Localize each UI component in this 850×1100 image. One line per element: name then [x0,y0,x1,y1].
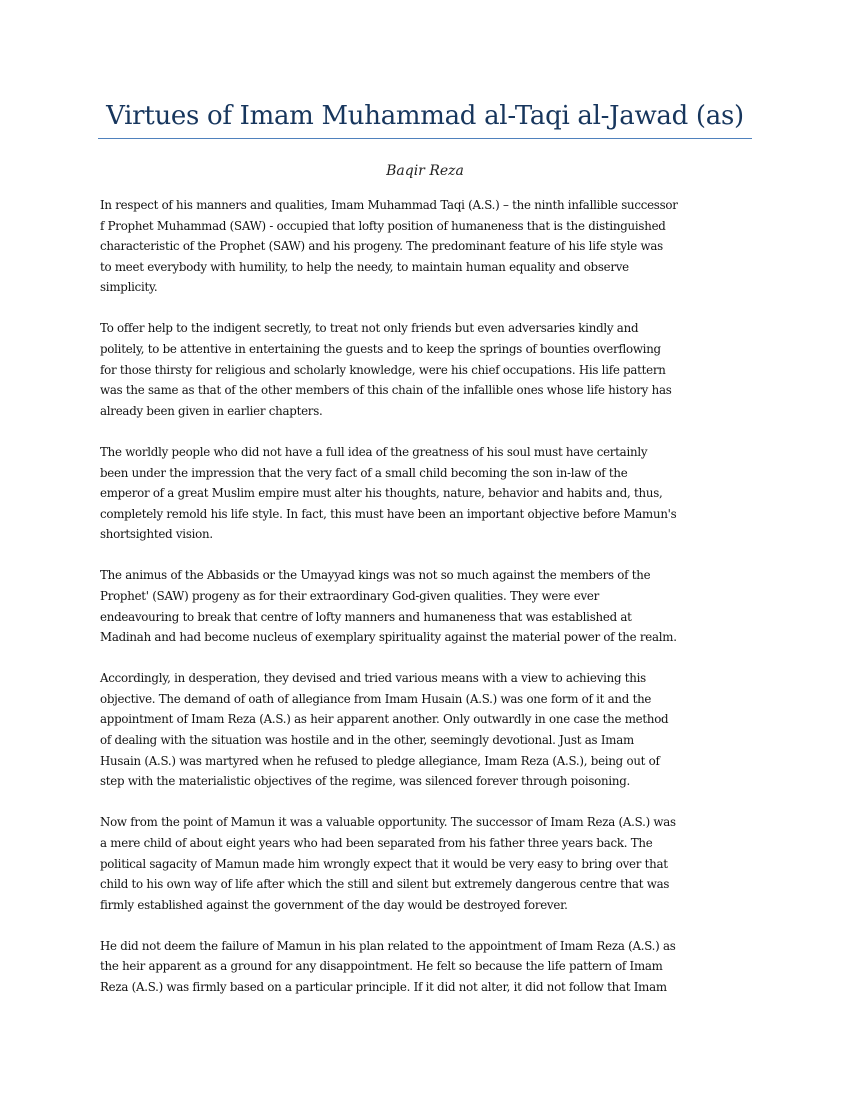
article-body [100,195,752,1018]
paragraph-line: firmly established against the government of the day would be destroyed forever. [100,897,568,912]
paragraph-line: shortsighted vision. [100,527,213,542]
author-byline: Baqir Reza [386,163,464,179]
paragraph-line: f Prophet Muhammad (SAW) - occupied that lofty position of humaneness that is the distinguished [100,218,666,233]
paragraph-line: political sagacity of Mamun made him wrongly expect that it would be very easy to bring over that [100,856,668,871]
paragraph-line: completely remold his life style. In fact, this must have been an important objective before Mamun's [100,506,677,521]
paragraph-line: step with the materialistic objectives of the regime, was silenced forever through poisoning. [100,774,631,789]
paragraph [100,195,752,298]
paragraph [100,812,752,915]
paragraph-line: To offer help to the indigent secretly, to treat not only friends but even adversaries kindly and [100,321,639,336]
paragraph-line: Accordingly, in desperation, they devised and tried various means with a view to achieving this [100,671,646,686]
paragraph-line: already been given in earlier chapters. [100,403,323,418]
paragraph-line: been under the impression that the very fact of a small child becoming the son in-law of the [100,465,628,480]
paragraph-line: simplicity. [100,280,158,295]
paragraph-line: Prophet' (SAW) progeny as for their extraordinary God-given qualities. They were ever [100,589,600,603]
paragraph-line: a mere child of about eight years who had been separated from his father three years back. The [100,835,653,850]
paragraph [100,318,752,421]
paragraph-line: child to his own way of life after which the still and silent but extremely dangerous centre that was [100,877,670,892]
paragraph-line: politely, to be attentive in entertaining the guests and to keep the springs of bounties overflowing [100,342,661,357]
paragraph-line: In respect of his manners and qualities, Imam Muhammad Taqi (A.S.) – the ninth infallible successor [100,198,678,212]
paragraph-line: emperor of a great Muslim empire must alter his thoughts, nature, behavior and habits and, thus, [100,486,663,501]
paragraph-line: Now from the point of Mamun it was a valuable opportunity. The successor of Imam Reza (A.S.) was [100,815,676,830]
paragraph-line: Madinah and had become nucleus of exemplary spirituality against the material power of the realm. [100,630,677,645]
paragraph [100,565,752,647]
paragraph [100,668,752,792]
paragraph-line: Husain (A.S.) was martyred when he refused to pledge allegiance, Imam Reza (A.S.), being out of [100,753,660,768]
paragraph [100,442,752,545]
paragraph-line: The animus of the Abbasids or the Umayyad kings was not so much against the members of the [100,568,651,583]
paragraph-line: He did not deem the failure of Mamun in his plan related to the appointment of Imam Reza (A.S.) as [100,938,676,953]
paragraph [100,936,752,998]
paragraph-line: for those thirsty for religious and scholarly knowledge, were his chief occupations. His life pattern [100,362,666,377]
paragraph-line: of dealing with the situation was hostile and in the other, seemingly devotional. Just as Imam [100,733,634,748]
paragraph-line: objective. The demand of oath of allegiance from Imam Husain (A.S.) was one form of it and the [100,691,652,706]
paragraph-line: endeavouring to break that centre of lofty manners and humaneness that was established at [100,609,632,624]
paragraph-line: the heir apparent as a ground for any disappointment. He felt so because the life pattern of Imam [100,959,663,974]
paragraph-line: The worldly people who did not have a full idea of the greatness of his soul must have certainly [100,444,648,459]
paragraph-line: appointment of Imam Reza (A.S.) as heir apparent another. Only outwardly in one case the method [100,712,669,727]
paragraph-line: characteristic of the Prophet (SAW) and his progeny. The predominant feature of his life style was [100,239,663,254]
paragraph-line: was the same as that of the other members of this chain of the infallible ones whose life history has [100,383,672,398]
title-underline [98,138,752,139]
paragraph-line: Reza (A.S.) was firmly based on a particular principle. If it did not alter, it did not follow that Imam [100,980,667,994]
paragraph-line: to meet everybody with humility, to help the needy, to maintain human equality and observe [100,259,629,274]
page-title: Virtues of Imam Muhammad al-Taqi al-Jawad (as) [106,101,744,131]
